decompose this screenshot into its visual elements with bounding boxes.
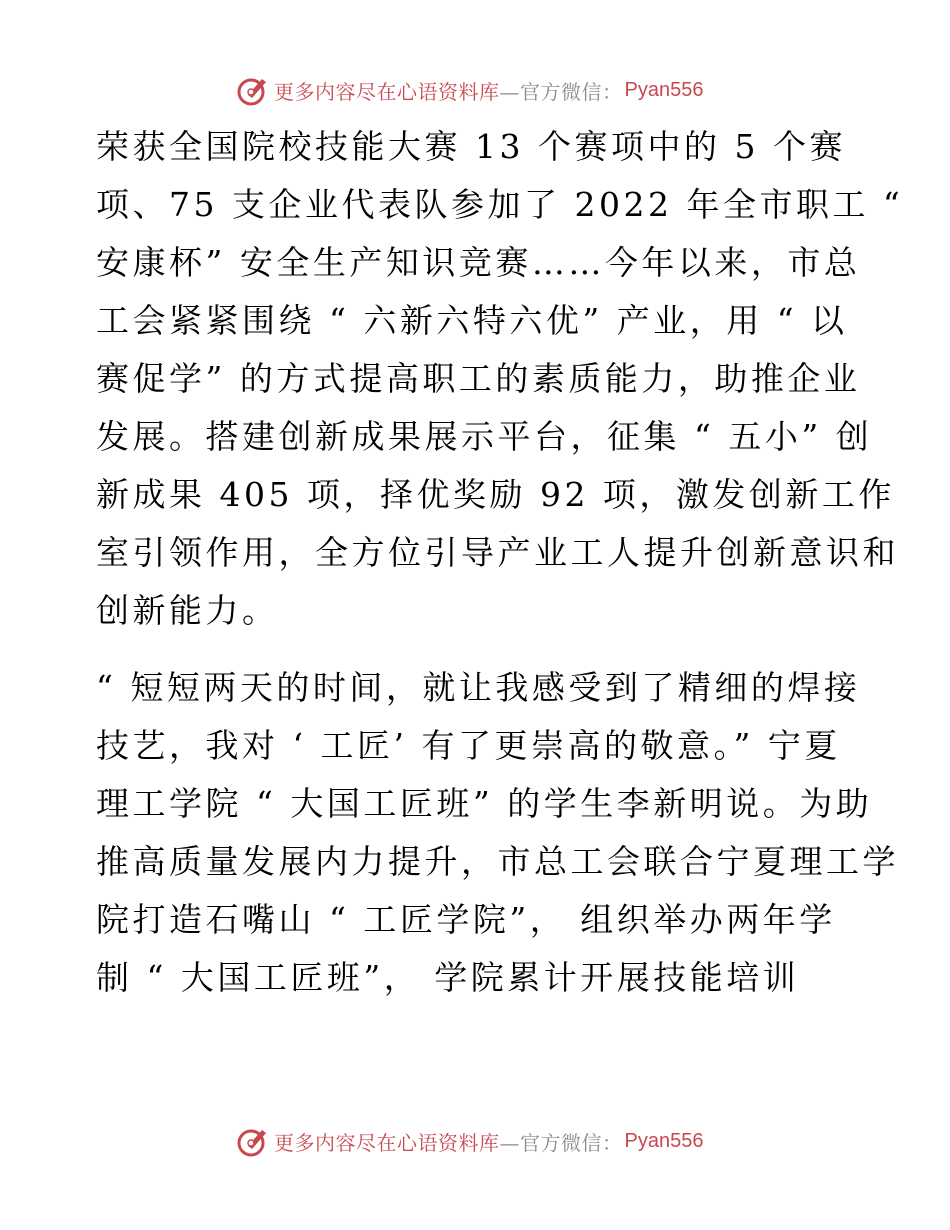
pen-logo-icon bbox=[236, 73, 270, 107]
body-paragraph-2 bbox=[96, 659, 899, 1007]
pen-logo-icon bbox=[236, 1124, 270, 1158]
text-line: 技艺，我对 ‘ 工匠’ 有了更崇高的敬意。” 宁夏 bbox=[96, 726, 841, 765]
footer-banner bbox=[236, 1123, 703, 1159]
banner-separator-text: —官方微信： bbox=[499, 79, 623, 104]
text-line: 赛促学” 的方式提高职工的素质能力，助推企业 bbox=[96, 359, 861, 398]
text-line: 推高质量发展内力提升，市总工会联合宁夏理工学 bbox=[96, 842, 899, 881]
text-line: 制 “ 大国工匠班”， 学院累计开展技能培训 bbox=[96, 958, 800, 997]
text-line: 发展。搭建创新成果展示平台，征集 “ 五小” 创 bbox=[96, 417, 873, 456]
text-line: 荣获全国院校技能大赛 13 个赛项中的 5 个赛 bbox=[96, 127, 846, 166]
text-line: 院打造石嘴山 “ 工匠学院”， 组织举办两年学 bbox=[96, 900, 836, 939]
text-line: 工会紧紧围绕 “ 六新六特六优” 产业，用 “ 以 bbox=[96, 301, 848, 340]
text-line: 室引领作用，全方位引导产业工人提升创新意识和 bbox=[96, 533, 899, 572]
banner-separator-text: —官方微信： bbox=[499, 1130, 623, 1155]
text-line: “ 短短两天的时间，就让我感受到了精细的焊接 bbox=[96, 668, 861, 707]
body-paragraph-1 bbox=[96, 118, 904, 640]
banner-brand-text: 更多内容尽在心语资料库 bbox=[274, 79, 500, 104]
text-line: 理工学院 “ 大国工匠班” 的学生李新明说。为助 bbox=[96, 784, 873, 823]
banner-wechat-id: Pyan556 bbox=[624, 1129, 704, 1152]
text-line: 创新能力。 bbox=[96, 591, 279, 630]
banner-wechat-id: Pyan556 bbox=[624, 78, 704, 101]
text-line: 新成果 405 项，择优奖励 92 项，激发创新工作 bbox=[96, 475, 895, 514]
text-line: 安康杯” 安全生产知识竞赛……今年以来，市总 bbox=[96, 243, 861, 282]
header-banner bbox=[236, 72, 703, 108]
banner-brand-text: 更多内容尽在心语资料库 bbox=[274, 1130, 500, 1155]
text-line: 项、75 支企业代表队参加了 2022 年全市职工 “ bbox=[96, 185, 904, 224]
